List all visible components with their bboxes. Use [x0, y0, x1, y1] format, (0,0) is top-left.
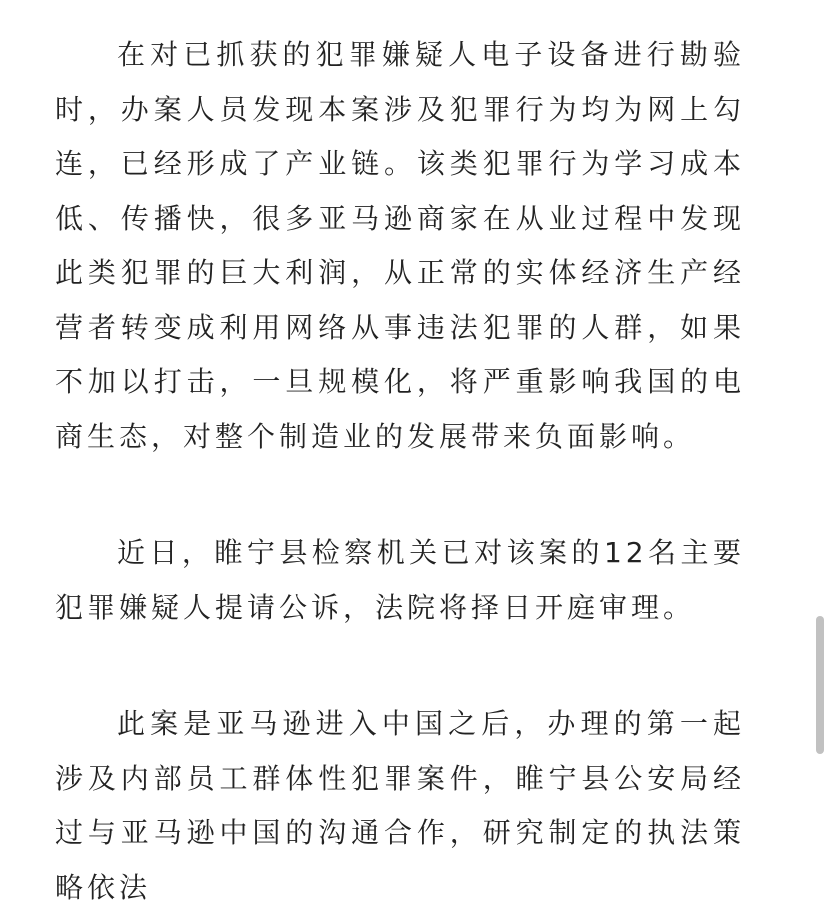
scrollbar-thumb[interactable]: [816, 616, 824, 754]
paragraph: 此案是亚马逊进入中国之后，办理的第一起涉及内部员工群体性犯罪案件，睢宁县公安局经过与亚马逊中国的沟通合作，研究制定的执法策略依法: [55, 707, 745, 904]
vertical-scrollbar[interactable]: [813, 0, 827, 883]
paragraph: 近日，睢宁县检察机关已对该案的12名主要犯罪嫌疑人提请公诉，法院将择日开庭审理。: [55, 536, 745, 624]
article-body: [55, 28, 745, 915]
paragraph: 在对已抓获的犯罪嫌疑人电子设备进行勘验时，办案人员发现本案涉及犯罪行为均为网上勾连，已经形成了产业链。该类犯罪行为学习成本低、传播快，很多亚马逊商家在从业过程中发现此类犯罪的巨大利润，从正常的实体经济生产经营者转变成利用网络从事违法犯罪的人群，如果不加以打击，一旦规模化，将严重影响我国的电商生态，对整个制造业的发展带来负面影响。: [55, 38, 745, 453]
